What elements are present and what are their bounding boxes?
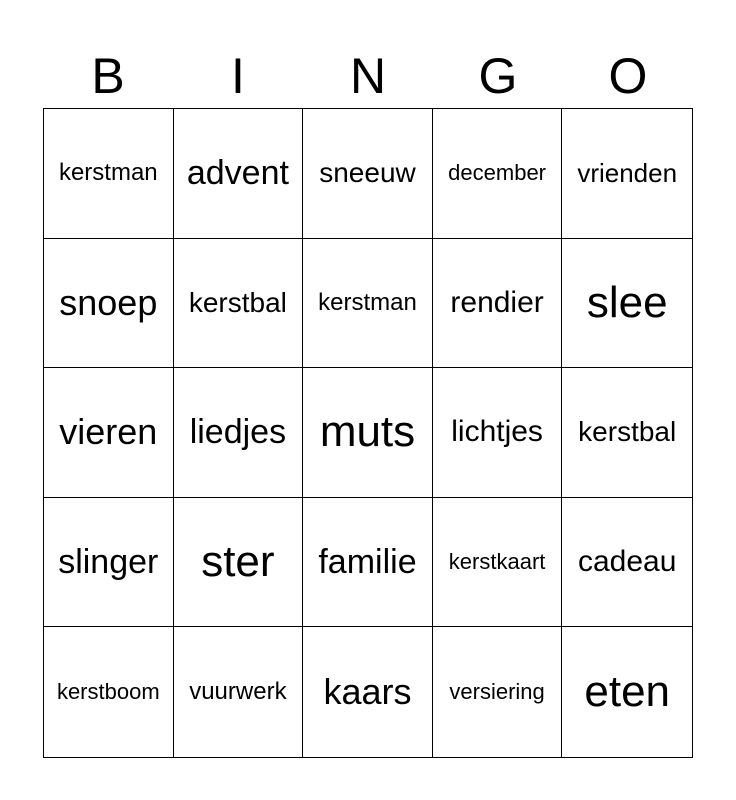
bingo-cell[interactable]: kerstman bbox=[44, 109, 174, 239]
bingo-cell[interactable]: december bbox=[433, 109, 563, 239]
bingo-cell[interactable]: ster bbox=[174, 498, 304, 628]
bingo-cell[interactable]: kaars bbox=[303, 627, 433, 757]
bingo-cell[interactable]: eten bbox=[584, 667, 671, 717]
bingo-cell[interactable]: lichtjes bbox=[433, 368, 563, 498]
bingo-cell[interactable]: kerstbal bbox=[174, 239, 304, 369]
bingo-cell[interactable]: snoep bbox=[44, 239, 174, 369]
bingo-cell[interactable]: vieren bbox=[44, 368, 174, 498]
bingo-cell[interactable]: familie bbox=[303, 498, 433, 628]
bingo-cell[interactable]: rendier bbox=[433, 239, 563, 369]
bingo-cell[interactable]: kerstman bbox=[303, 239, 433, 369]
header-letter-n: N bbox=[349, 48, 387, 104]
bingo-cell[interactable]: vuurwerk bbox=[174, 627, 304, 757]
bingo-cell[interactable]: kerstboom bbox=[44, 627, 174, 757]
header-letter-g: G bbox=[478, 48, 518, 104]
bingo-cell[interactable]: muts bbox=[303, 368, 433, 498]
bingo-cell[interactable]: kerstbal bbox=[562, 368, 692, 498]
header-letter-i: I bbox=[231, 48, 245, 104]
bingo-cell[interactable]: versiering bbox=[433, 627, 563, 757]
bingo-cell[interactable]: advent bbox=[174, 109, 304, 239]
bingo-cell[interactable]: vrienden bbox=[562, 109, 692, 239]
bingo-board bbox=[43, 108, 693, 758]
bingo-cell[interactable]: liedjes bbox=[174, 368, 304, 498]
bingo-cell[interactable]: slee bbox=[562, 239, 692, 369]
bingo-cell[interactable]: cadeau bbox=[562, 498, 692, 628]
header-letter-b: B bbox=[91, 48, 125, 104]
bingo-cell[interactable]: slinger bbox=[44, 498, 174, 628]
bingo-cell[interactable]: kerstkaart bbox=[433, 498, 563, 628]
bingo-header bbox=[43, 44, 693, 108]
bingo-cell[interactable]: sneeuw bbox=[303, 109, 433, 239]
header-letter-o: O bbox=[608, 48, 648, 104]
